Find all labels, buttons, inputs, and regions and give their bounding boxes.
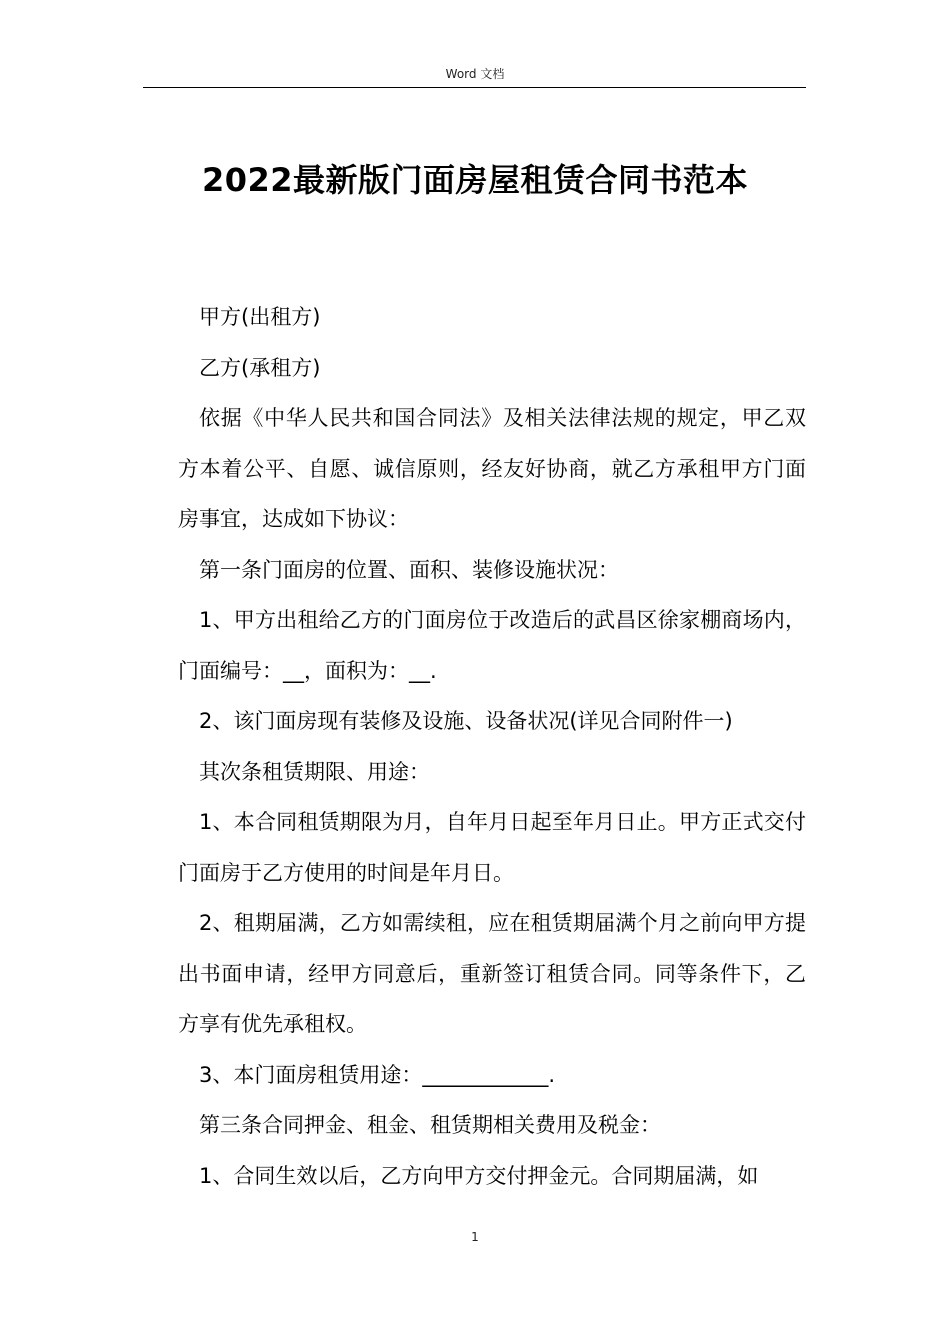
paragraph-article-3-item-1: 1、合同生效以后，乙方向甲方交付押金元。合同期届满，如 <box>199 1163 759 1188</box>
paragraph-party-a: 甲方(出租方) <box>199 305 321 329</box>
document-body <box>178 292 806 1201</box>
paragraph-article-2-item-1: 1、本合同租赁期限为月，自年月日起至年月日止。甲方正式交付门面房于乙方使用的时间是年月日。 <box>178 810 806 885</box>
paragraph-party-b: 乙方(承租方) <box>199 355 321 380</box>
paragraph-article-2-item-3: 3、本门面房租赁用途：____________. <box>199 1062 556 1087</box>
paragraph-article-1-heading: 第一条门面房的位置、面积、装修设施状况： <box>199 557 619 582</box>
paragraph-article-2-heading: 其次条租赁期限、用途： <box>199 759 430 784</box>
document-title: 2022最新版门面房屋租赁合同书范本 <box>201 161 749 199</box>
paragraph-article-1-item-2: 2、该门面房现有装修及设施、设备状况(详见合同附件一) <box>199 709 733 733</box>
header-divider <box>143 87 806 88</box>
paragraph-article-2-item-2: 2、租期届满，乙方如需续租，应在租赁期届满个月之前向甲方提出书面申请，经甲方同意后，重新签订租赁合同。同等条件下，乙方享有优先承租权。 <box>178 911 806 1036</box>
paragraph-article-3-heading: 第三条合同押金、租金、租赁期相关费用及税金： <box>199 1113 661 1137</box>
paragraph-preamble: 依据《中华人民共和国合同法》及相关法律法规的规定，甲乙双方本着公平、自愿、诚信原则，经友好协商，就乙方承租甲方门面房事宜，达成如下协议： <box>178 406 806 531</box>
page-number: 1 <box>471 1230 479 1244</box>
page-header-label: Word 文档 <box>445 67 505 81</box>
paragraph-article-1-item-1: 1、甲方出租给乙方的门面房位于改造后的武昌区徐家棚商场内，门面编号：__，面积为：__. <box>178 608 806 683</box>
